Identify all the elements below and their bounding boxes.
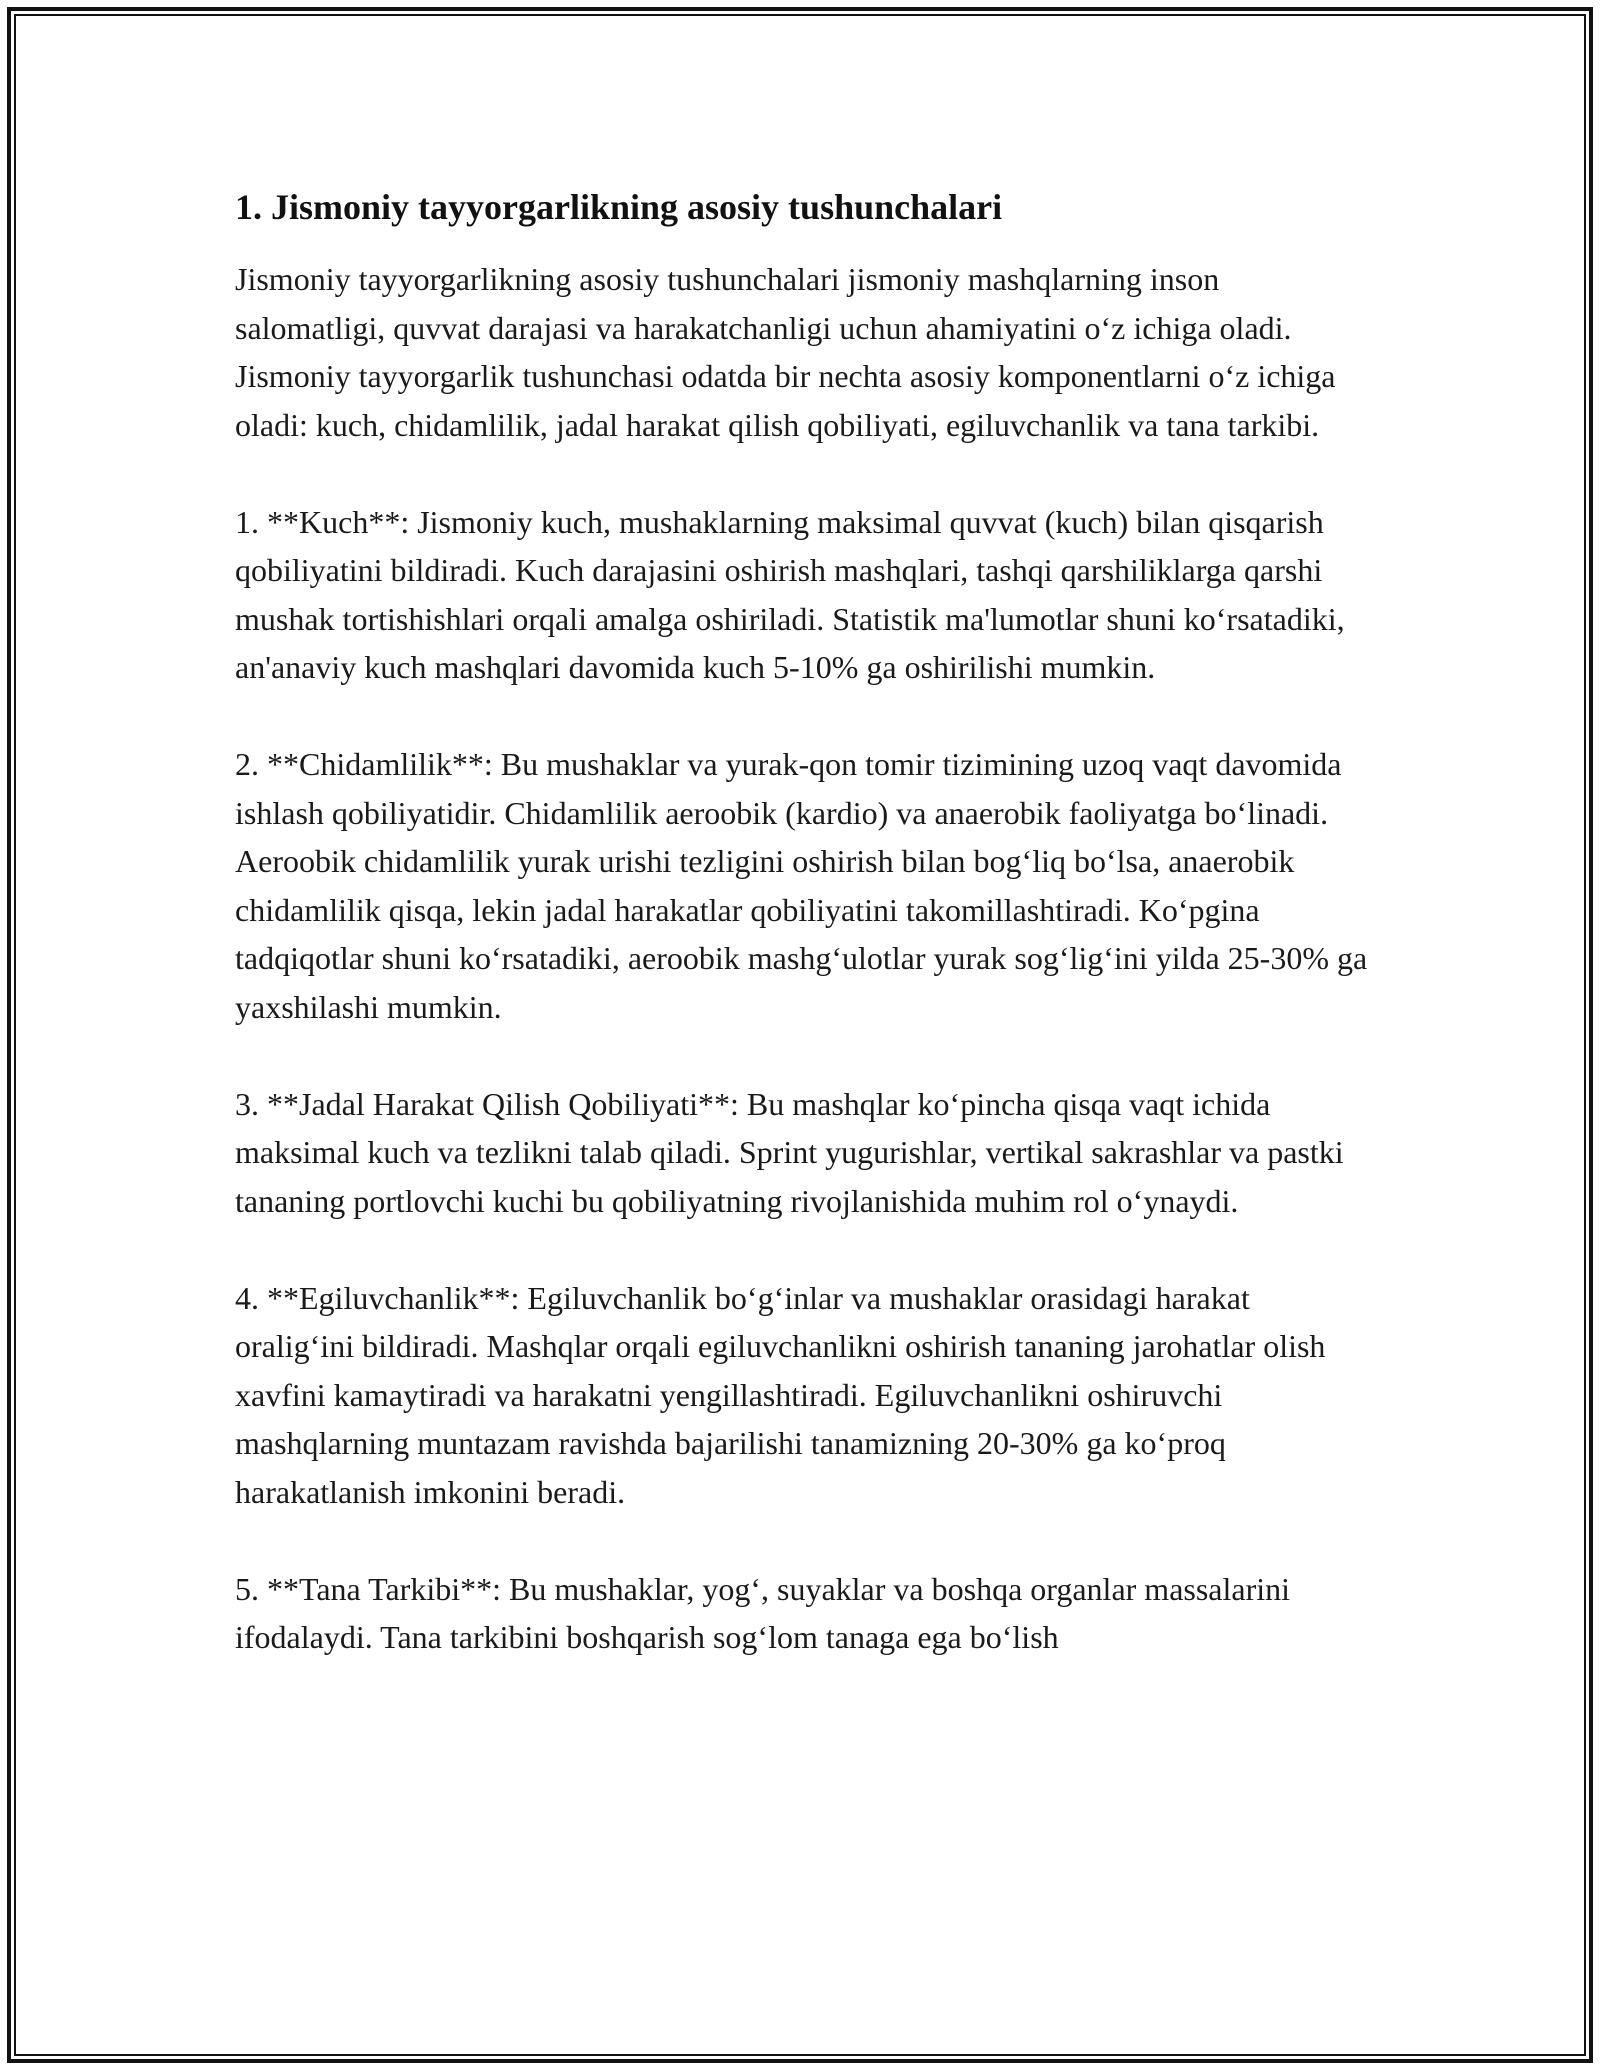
section-heading: 1. Jismoniy tayyorgarlikning asosiy tushunchalari [235,187,1003,227]
paragraph-endurance: 2. **Chidamlilik**: Bu mushaklar va yurak-qon tomir tizimining uzoq vaqt davomida ishlash qobiliyatidir. Chidamlilik aeroobik (kardio) va anaerobik faoliyatga bo‘linadi. Aeroobik chidamlilik yurak urishi tezligini oshirish bilan bog‘liq bo‘lsa, anaerobik chidamlilik qisqa, lekin jadal harakatlar qobiliyatini takomillashtiradi. Ko‘pgina tadqiqotlar shuni ko‘rsatadiki, aeroobik mashg‘ulotlar yurak sog‘lig‘ini yilda 25-30% ga yaxshilashi mumkin. [235,746,1368,1025]
paragraph-strength: 1. **Kuch**: Jismoniy kuch, mushaklarning maksimal quvvat (kuch) bilan qisqarish qobiliyatini bildiradi. Kuch darajasini oshirish mashqlari, tashqi qarshiliklarga qarshi mushak tortishishlari orqali amalga oshiriladi. Statistik ma'lumotlar shuni ko‘rsatadiki, an'anaviy kuch mashqlari davomida kuch 5-10% ga oshirilishi mumkin. [235,503,1345,685]
paragraph-flexibility: 4. **Egiluvchanlik**: Egiluvchanlik bo‘g‘inlar va mushaklar orasidagi harakat oralig‘ini bildiradi. Mashqlar orqali egiluvchanlikni oshirish tananing jarohatlar olish xavfini kamaytiradi va harakatni yengillashtiradi. Egiluvchanlikni oshiruvchi mashqlarning muntazam ravishda bajarilishi tanamizning 20-30% ga ko‘proq harakatlanish imkonini beradi. [235,1279,1326,1510]
document-body [235,185,1370,1710]
paragraph-body-composition: 5. **Tana Tarkibi**: Bu mushaklar, yog‘, suyaklar va boshqa organlar massalarini ifodalaydi. Tana tarkibini boshqarish sog‘lom tanaga ega bo‘lish [235,1570,1291,1655]
paragraph-explosive-movement: 3. **Jadal Harakat Qilish Qobiliyati**: Bu mashqlar ko‘pincha qisqa vaqt ichida maksimal kuch va tezlikni talab qiladi. Sprint yugurishlar, vertikal sakrashlar va pastki tananing portlovchi kuchi bu qobiliyatning rivojlanishida muhim rol o‘ynaydi. [235,1085,1344,1219]
intro-paragraph: Jismoniy tayyorgarlikning asosiy tushunchalari jismoniy mashqlarning inson salomatligi, quvvat darajasi va harakatchanligi uchun ahamiyatini o‘z ichiga oladi. Jismoniy tayyorgarlik tushunchasi odatda bir nechta asosiy komponentlarni o‘z ichiga oladi: kuch, chidamlilik, jadal harakat qilish qobiliyati, egiluvchanlik va tana tarkibi. [235,261,1336,443]
